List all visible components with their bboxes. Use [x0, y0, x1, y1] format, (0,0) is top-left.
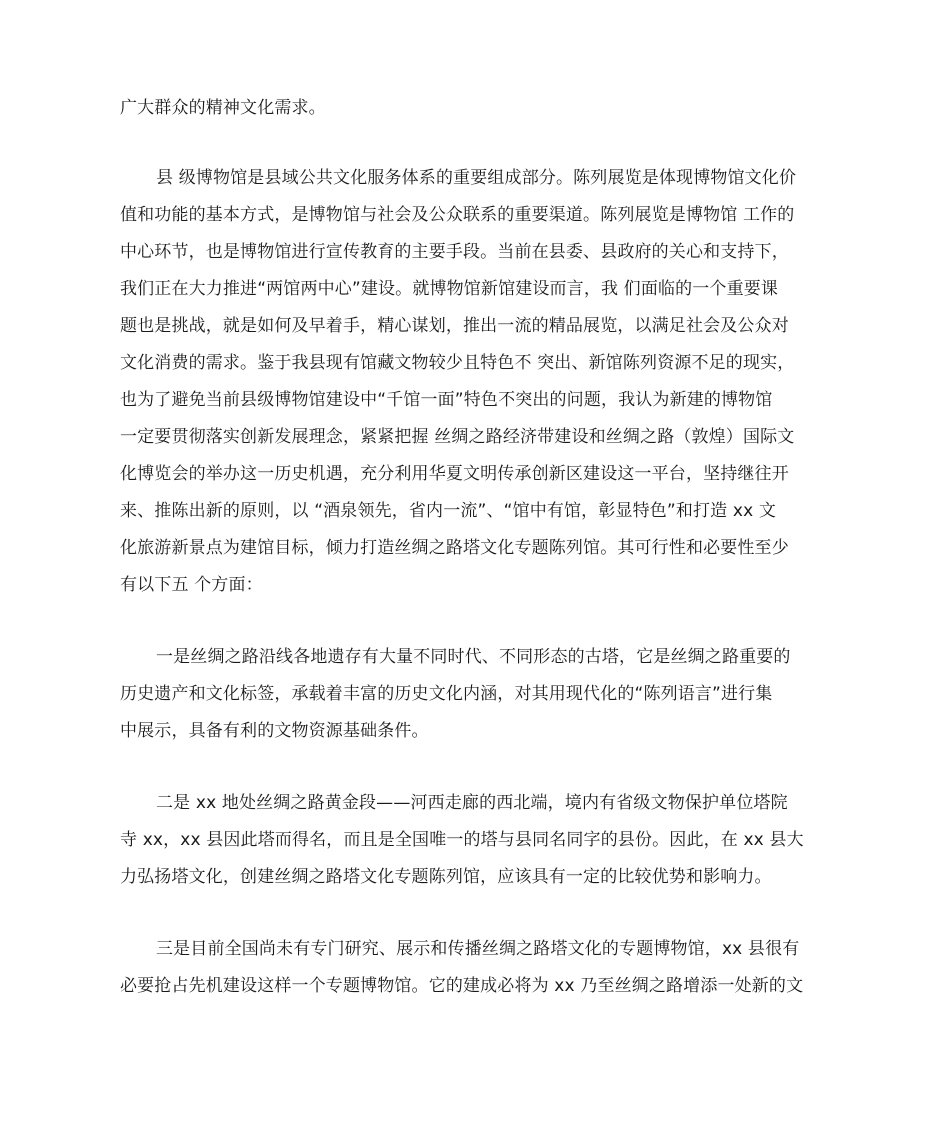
text-line: 有以下五 个方面：	[120, 575, 263, 595]
text-line: 二是 xx 地处丝绸之路黄金段——河西走廊的西北端，境内有省级文物保护单位塔院	[156, 793, 788, 813]
text-line: 县 级博物馆是县域公共文化服务体系的重要组成部分。陈列展览是体现博物馆文化价	[156, 168, 797, 188]
text-line: 三是目前全国尚未有专门研究、展示和传播丝绸之路塔文化的专题博物馆，xx 县很有	[156, 939, 800, 959]
text-line: 寺 xx，xx 县因此塔而得名，而且是全国唯一的塔与县同名同字的县份。因此，在 xx 县大	[120, 830, 804, 850]
text-line: 中心环节，也是博物馆进行宣传教育的主要手段。当前在县委、县政府的关心和支持下，	[120, 242, 789, 262]
text-line: 来、推陈出新的原则，以 “酒泉领先，省内一流”、“馆中有馆，彰显特色”和打造 xx 文	[120, 501, 777, 521]
text-line: 也为了避免当前县级博物馆建设中“千馆一面”特色不突出的问题，我认为新建的博物馆	[120, 390, 773, 410]
text-line: 化旅游新景点为建馆目标，倾力打造丝绸之路塔文化专题陈列馆。其可行性和必要性至少	[120, 538, 789, 558]
text-line: 历史遗产和文化标签，承载着丰富的历史文化内涵，对其用现代化的“陈列语言”进行集	[120, 684, 773, 704]
text-line: 中展示，具备有利的文物资源基础条件。	[120, 721, 429, 741]
text-line: 一是丝绸之路沿线各地遗存有大量不同时代、不同形态的古塔，它是丝绸之路重要的	[156, 647, 791, 667]
text-line: 我们正在大力推进“两馆两中心”建设。就博物馆新馆建设而言，我 们面临的一个重要课	[120, 279, 779, 299]
text-line: 广大群众的精神文化需求。	[120, 98, 326, 118]
text-line: 必要抢占先机建设这样一个专题博物馆。它的建成必将为 xx 乃至丝绸之路增添一处新的文	[120, 976, 804, 996]
text-line: 值和功能的基本方式，是博物馆与社会及公众联系的重要渠道。陈列展览是博物馆 工作的	[120, 205, 795, 225]
text-line: 题也是挑战，就是如何及早着手，精心谋划，推出一流的精品展览，以满足社会及公众对	[120, 316, 789, 336]
text-line: 力弘扬塔文化，创建丝绸之路塔文化专题陈列馆，应该具有一定的比较优势和影响力。	[120, 867, 772, 887]
text-line: 一定要贯彻落实创新发展理念，紧紧把握 丝绸之路经济带建设和丝绸之路（敦煌）国际文	[120, 427, 795, 447]
text-line: 文化消费的需求。鉴于我县现有馆藏文物较少且特色不 突出、新馆陈列资源不足的现实，	[120, 353, 795, 373]
text-line: 化博览会的举办这一历史机遇，充分利用华夏文明传承创新区建设这一平台，坚持继往开	[120, 464, 789, 484]
